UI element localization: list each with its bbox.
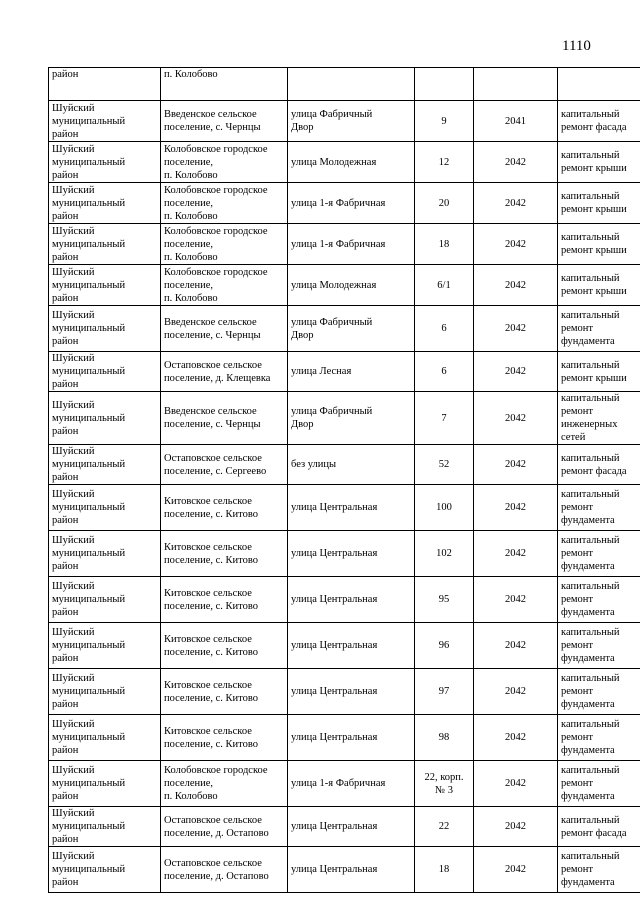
cell-work-type: капитальный ремонт фундамента <box>558 531 640 577</box>
cell-house-number: 22 <box>415 807 474 847</box>
cell-work-type: капитальный ремонт фундамента <box>558 761 640 807</box>
cell-street: улица 1-я Фабричная <box>288 183 415 224</box>
cell-year: 2042 <box>474 807 558 847</box>
cell-year: 2042 <box>474 847 558 893</box>
table-row <box>49 101 640 142</box>
cell-district: Шуйский муниципальный район <box>49 265 161 306</box>
cell-district: Шуйский муниципальный район <box>49 807 161 847</box>
cell-settlement: Остаповское сельское поселение, с. Сергеево <box>161 445 288 485</box>
cell-year: 2042 <box>474 577 558 623</box>
cell-year: 2042 <box>474 715 558 761</box>
cell-year: 2042 <box>474 142 558 183</box>
cell-year: 2042 <box>474 485 558 531</box>
cell-settlement: Остаповское сельское поселение, д. Остапово <box>161 847 288 893</box>
cell-district: Шуйский муниципальный район <box>49 761 161 807</box>
cell-settlement: Остаповское сельское поселение, д. Клещевка <box>161 352 288 392</box>
table-row <box>49 183 640 224</box>
cell-district: Шуйский муниципальный район <box>49 445 161 485</box>
cell-settlement: Колобовское городское поселение, п. Колобово <box>161 224 288 265</box>
cell-year: 2042 <box>474 183 558 224</box>
cell-street <box>288 68 415 101</box>
cell-year: 2041 <box>474 101 558 142</box>
cell-year <box>474 68 558 101</box>
table-row <box>49 485 640 531</box>
cell-house-number: 20 <box>415 183 474 224</box>
cell-settlement: Остаповское сельское поселение, д. Остапово <box>161 807 288 847</box>
cell-district: Шуйский муниципальный район <box>49 531 161 577</box>
table-row <box>49 847 640 893</box>
cell-street: улица Центральная <box>288 847 415 893</box>
table-row <box>49 224 640 265</box>
cell-street: улица Фабричный Двор <box>288 306 415 352</box>
cell-year: 2042 <box>474 761 558 807</box>
cell-street: улица Центральная <box>288 807 415 847</box>
cell-work-type: капитальный ремонт крыши <box>558 142 640 183</box>
cell-district: Шуйский муниципальный район <box>49 577 161 623</box>
cell-work-type: капитальный ремонт крыши <box>558 183 640 224</box>
cell-year: 2042 <box>474 352 558 392</box>
table-row <box>49 352 640 392</box>
cell-work-type: капитальный ремонт фундамента <box>558 306 640 352</box>
cell-house-number: 22, корп. № 3 <box>415 761 474 807</box>
cell-house-number: 100 <box>415 485 474 531</box>
cell-settlement: Китовское сельское поселение, с. Китово <box>161 715 288 761</box>
cell-settlement: Колобовское городское поселение, п. Колобово <box>161 142 288 183</box>
cell-work-type <box>558 68 640 101</box>
cell-house-number: 7 <box>415 392 474 445</box>
cell-house-number: 102 <box>415 531 474 577</box>
cell-district: Шуйский муниципальный район <box>49 669 161 715</box>
cell-street: улица Центральная <box>288 669 415 715</box>
cell-house-number: 6/1 <box>415 265 474 306</box>
table-row <box>49 142 640 183</box>
cell-house-number: 95 <box>415 577 474 623</box>
cell-street: улица 1-я Фабричная <box>288 224 415 265</box>
table-row <box>49 531 640 577</box>
table-row <box>49 265 640 306</box>
cell-settlement: Введенское сельское поселение, с. Чернцы <box>161 392 288 445</box>
cell-district: Шуйский муниципальный район <box>49 142 161 183</box>
cell-street: улица Центральная <box>288 715 415 761</box>
cell-year: 2042 <box>474 669 558 715</box>
table-row <box>49 306 640 352</box>
cell-work-type: капитальный ремонт фундамента <box>558 715 640 761</box>
table-row <box>49 715 640 761</box>
cell-district: Шуйский муниципальный район <box>49 183 161 224</box>
table-row-continuation <box>49 68 640 101</box>
cell-work-type: капитальный ремонт фундамента <box>558 623 640 669</box>
cell-work-type: капитальный ремонт фундамента <box>558 847 640 893</box>
cell-street: улица Фабричный Двор <box>288 101 415 142</box>
table-row <box>49 445 640 485</box>
cell-settlement: Введенское сельское поселение, с. Чернцы <box>161 306 288 352</box>
cell-year: 2042 <box>474 224 558 265</box>
table-body <box>49 68 640 893</box>
cell-year: 2042 <box>474 265 558 306</box>
cell-street: улица Центральная <box>288 485 415 531</box>
cell-year: 2042 <box>474 623 558 669</box>
housing-repair-table <box>48 67 640 893</box>
page-number: 1110 <box>562 38 591 54</box>
cell-work-type: капитальный ремонт фасада <box>558 807 640 847</box>
cell-house-number: 52 <box>415 445 474 485</box>
cell-street: улица Лесная <box>288 352 415 392</box>
cell-district: Шуйский муниципальный район <box>49 485 161 531</box>
cell-work-type: капитальный ремонт фасада <box>558 101 640 142</box>
cell-district: Шуйский муниципальный район <box>49 847 161 893</box>
cell-house-number: 96 <box>415 623 474 669</box>
cell-district: район <box>49 68 161 101</box>
cell-house-number: 6 <box>415 306 474 352</box>
cell-district: Шуйский муниципальный район <box>49 392 161 445</box>
cell-house-number: 18 <box>415 224 474 265</box>
cell-work-type: капитальный ремонт фундамента <box>558 669 640 715</box>
cell-settlement: Колобовское городское поселение, п. Колобово <box>161 761 288 807</box>
cell-street: улица Молодежная <box>288 265 415 306</box>
cell-year: 2042 <box>474 306 558 352</box>
cell-street: улица 1-я Фабричная <box>288 761 415 807</box>
table-row <box>49 577 640 623</box>
cell-street: улица Фабричный Двор <box>288 392 415 445</box>
cell-work-type: капитальный ремонт инженерных сетей <box>558 392 640 445</box>
cell-year: 2042 <box>474 531 558 577</box>
cell-work-type: капитальный ремонт фасада <box>558 445 640 485</box>
cell-work-type: капитальный ремонт крыши <box>558 224 640 265</box>
table-row <box>49 669 640 715</box>
table-row <box>49 392 640 445</box>
cell-settlement: п. Колобово <box>161 68 288 101</box>
table-row <box>49 761 640 807</box>
cell-settlement: Китовское сельское поселение, с. Китово <box>161 531 288 577</box>
cell-street: улица Центральная <box>288 531 415 577</box>
cell-district: Шуйский муниципальный район <box>49 224 161 265</box>
cell-district: Шуйский муниципальный район <box>49 101 161 142</box>
cell-house-number <box>415 68 474 101</box>
cell-house-number: 18 <box>415 847 474 893</box>
table-row <box>49 623 640 669</box>
cell-settlement: Введенское сельское поселение, с. Чернцы <box>161 101 288 142</box>
cell-settlement: Китовское сельское поселение, с. Китово <box>161 669 288 715</box>
cell-work-type: капитальный ремонт крыши <box>558 265 640 306</box>
cell-work-type: капитальный ремонт крыши <box>558 352 640 392</box>
table-row <box>49 807 640 847</box>
cell-house-number: 6 <box>415 352 474 392</box>
cell-house-number: 12 <box>415 142 474 183</box>
cell-settlement: Китовское сельское поселение, с. Китово <box>161 577 288 623</box>
cell-settlement: Китовское сельское поселение, с. Китово <box>161 485 288 531</box>
cell-district: Шуйский муниципальный район <box>49 352 161 392</box>
cell-house-number: 9 <box>415 101 474 142</box>
cell-street: улица Центральная <box>288 577 415 623</box>
cell-house-number: 97 <box>415 669 474 715</box>
cell-street: без улицы <box>288 445 415 485</box>
cell-settlement: Колобовское городское поселение, п. Колобово <box>161 265 288 306</box>
cell-house-number: 98 <box>415 715 474 761</box>
cell-work-type: капитальный ремонт фундамента <box>558 485 640 531</box>
cell-district: Шуйский муниципальный район <box>49 715 161 761</box>
cell-work-type: капитальный ремонт фундамента <box>558 577 640 623</box>
cell-street: улица Центральная <box>288 623 415 669</box>
cell-settlement: Колобовское городское поселение, п. Колобово <box>161 183 288 224</box>
cell-year: 2042 <box>474 445 558 485</box>
cell-year: 2042 <box>474 392 558 445</box>
cell-settlement: Китовское сельское поселение, с. Китово <box>161 623 288 669</box>
cell-district: Шуйский муниципальный район <box>49 306 161 352</box>
cell-district: Шуйский муниципальный район <box>49 623 161 669</box>
cell-street: улица Молодежная <box>288 142 415 183</box>
